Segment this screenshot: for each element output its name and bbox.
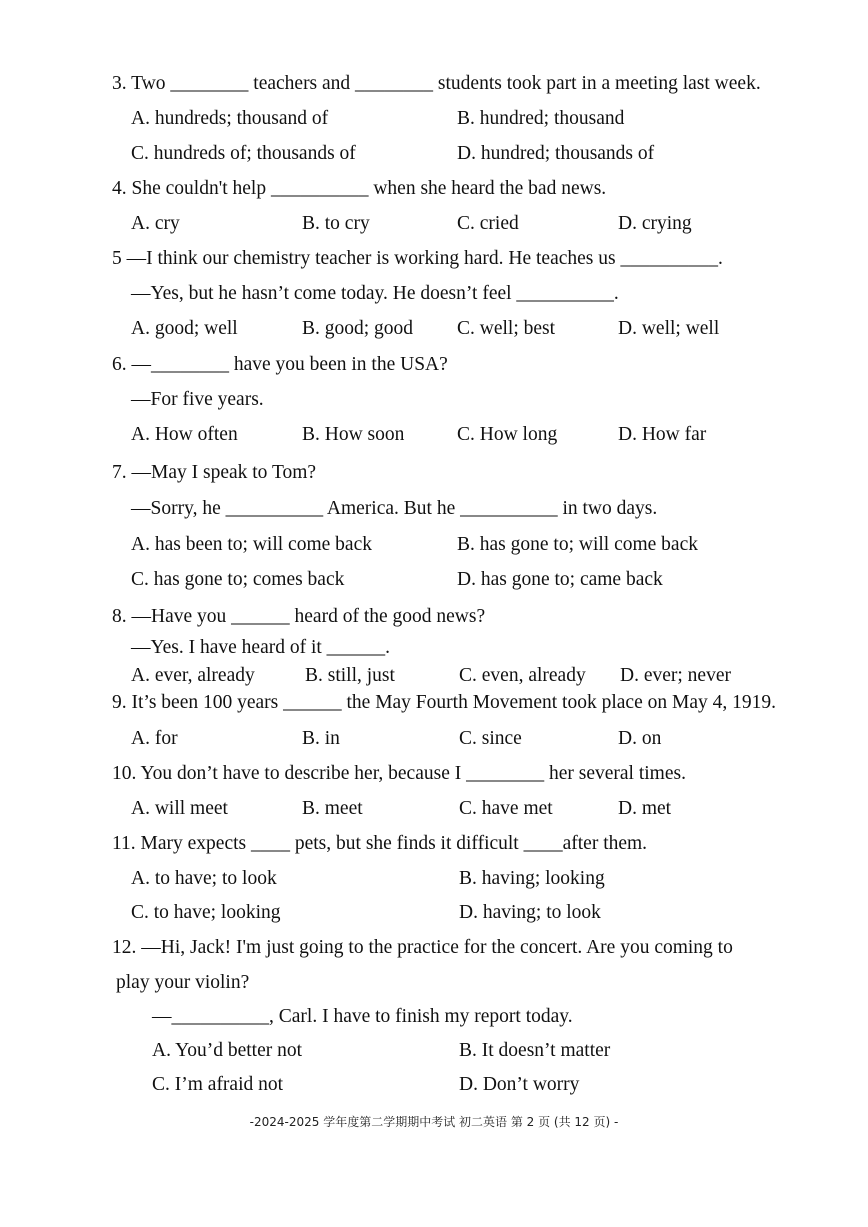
question-7-option-d: D. has gone to; came back	[457, 569, 663, 590]
question-4-option-a: A. cry	[131, 213, 180, 234]
question-10-stem: 10. You don’t have to describe her, because I ________ her several times.	[112, 763, 686, 784]
question-11-stem: 11. Mary expects ____ pets, but she finds it difficult ____after them.	[112, 833, 648, 854]
question-10-option-a: A. will meet	[131, 798, 228, 819]
question-12-option-a: A. You’d better not	[152, 1040, 303, 1061]
question-11-option-c: C. to have; looking	[131, 902, 281, 923]
question-9-option-c: C. since	[459, 728, 522, 749]
question-11-option-a: A. to have; to look	[131, 868, 277, 889]
question-6-option-a: A. How often	[131, 424, 238, 445]
question-7-option-b: B. has gone to; will come back	[457, 534, 698, 555]
question-10-option-b: B. meet	[302, 798, 363, 819]
question-5-option-c: C. well; best	[457, 318, 556, 339]
question-6-stem-line-2: —For five years.	[131, 389, 264, 410]
question-5-option-b: B. good; good	[302, 318, 414, 339]
question-6-option-c: C. How long	[457, 424, 558, 445]
question-3-option-c: C. hundreds of; thousands of	[131, 143, 356, 164]
question-11-option-d: D. having; to look	[459, 902, 601, 923]
question-3-stem: 3. Two ________ teachers and ________ students took part in a meeting last week.	[112, 73, 761, 94]
question-9-stem: 9. It’s been 100 years ______ the May Fourth Movement took place on May 4, 1919.	[112, 692, 776, 713]
question-7-stem: 7. —May I speak to Tom?	[112, 462, 317, 483]
question-12-stem: 12. —Hi, Jack! I'm just going to the practice for the concert. Are you coming to	[112, 937, 733, 958]
question-7-stem-line-2: —Sorry, he __________ America. But he __________ in two days.	[131, 498, 658, 519]
question-8-stem: 8. —Have you ______ heard of the good news?	[112, 606, 486, 627]
question-6-stem: 6. —________ have you been in the USA?	[112, 354, 448, 375]
question-9-option-b: B. in	[302, 728, 340, 749]
question-12-stem-line-3: —__________, Carl. I have to finish my report today.	[152, 1006, 573, 1027]
question-6-option-d: D. How far	[618, 424, 707, 445]
question-8-option-d: D. ever; never	[620, 665, 731, 686]
question-3-option-d: D. hundred; thousands of	[457, 143, 655, 164]
page-footer: -2024-2025 学年度第二学期期中考试 初二英语 第 2 页 (共 12 页) -	[249, 1115, 619, 1129]
question-3-option-a: A. hundreds; thousand of	[131, 108, 329, 129]
question-12-option-d: D. Don’t worry	[459, 1074, 580, 1095]
question-8-option-b: B. still, just	[305, 665, 395, 686]
question-5-option-d: D. well; well	[618, 318, 720, 339]
question-6-option-b: B. How soon	[302, 424, 405, 445]
question-3-option-b: B. hundred; thousand	[457, 108, 625, 129]
question-12-stem-line-2: play your violin?	[116, 972, 250, 993]
question-5-stem-line-2: —Yes, but he hasn’t come today. He doesn’t feel __________.	[131, 283, 619, 304]
question-8-option-a: A. ever, already	[131, 665, 255, 686]
question-4-stem: 4. She couldn't help __________ when she heard the bad news.	[112, 178, 607, 199]
question-10-option-d: D. met	[618, 798, 672, 819]
question-8-stem-line-2: —Yes. I have heard of it ______.	[131, 637, 391, 658]
question-12-option-b: B. It doesn’t matter	[459, 1040, 611, 1061]
question-12-option-c: C. I’m afraid not	[152, 1074, 284, 1095]
question-5-stem: 5 —I think our chemistry teacher is working hard. He teaches us __________.	[112, 248, 723, 269]
question-9-option-a: A. for	[131, 728, 178, 749]
question-8-option-c: C. even, already	[459, 665, 586, 686]
question-11-option-b: B. having; looking	[459, 868, 605, 889]
question-7-option-c: C. has gone to; comes back	[131, 569, 345, 590]
question-4-option-c: C. cried	[457, 213, 519, 234]
question-7-option-a: A. has been to; will come back	[131, 534, 372, 555]
question-5-option-a: A. good; well	[131, 318, 238, 339]
question-4-option-b: B. to cry	[302, 213, 370, 234]
question-10-option-c: C. have met	[459, 798, 553, 819]
question-9-option-d: D. on	[618, 728, 662, 749]
question-4-option-d: D. crying	[618, 213, 692, 234]
